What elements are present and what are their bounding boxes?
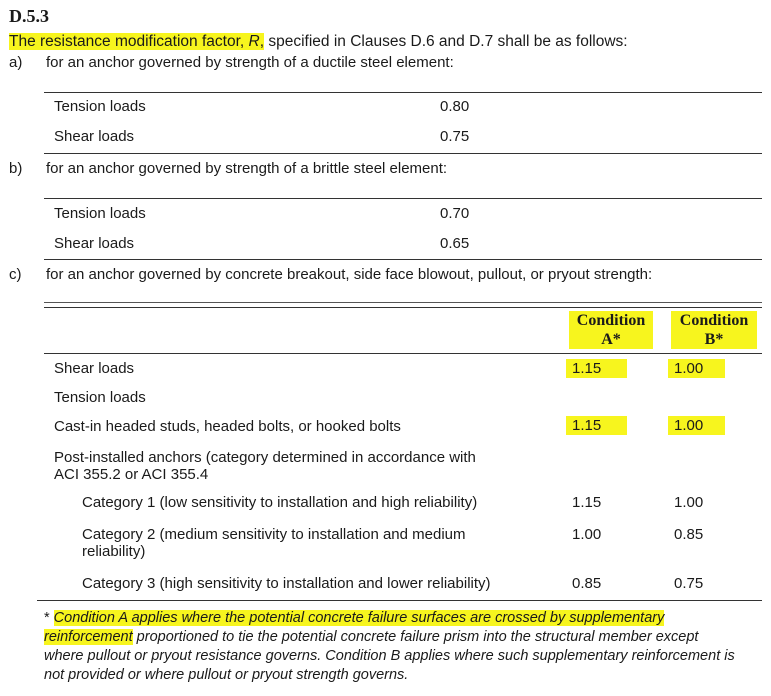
footnote-line-1: * Condition A applies where the potential concrete failure surfaces are crossed by supplementary [44,610,665,626]
table-a-row-shear-value: 0.75 [440,128,470,145]
row-category1-condition-b: 1.00 [674,494,704,511]
row-shear-condition-a: 1.15 [566,359,627,378]
table-b-row-tension-value: 0.70 [440,205,470,222]
row-category1-condition-a: 1.15 [572,494,602,511]
row-postinstalled-label: Post-installed anchors (category determined in accordance with ACI 355.2 or ACI 355.4 [54,449,476,483]
row-category3-condition-a: 0.85 [572,575,602,592]
row-category2-condition-a: 1.00 [572,526,602,543]
item-a-marker: a) [9,54,23,71]
item-c-text: for an anchor governed by concrete breakout, side face blowout, pullout, or pryout strength: [46,266,653,283]
r-symbol: R [248,33,260,50]
row-category1-label: Category 1 (low sensitivity to installation and high reliability) [82,494,478,511]
table-c-top-rule [44,302,762,303]
table-a-bottom-rule [44,153,762,154]
table-b-bottom-rule [44,259,762,260]
intro-rest: specified in Clauses D.6 and D.7 shall be as follows: [264,33,628,50]
table-c-top-rule-2 [44,307,762,308]
table-c-header-rule [44,353,762,354]
table-a-top-rule [44,92,762,93]
item-b-marker: b) [9,160,23,177]
item-a-text: for an anchor governed by strength of a ductile steel element: [46,54,454,71]
footnote-line-3: where pullout or pryout resistance governs. Condition B applies where such supplementary reinforcement is [44,648,735,664]
row-castin-condition-b: 1.00 [668,416,725,435]
footnote-line-4: not provided or where pullout or pryout strength governs. [44,667,409,683]
section-number: D.5.3 [9,6,49,26]
row-category3-label: Category 3 (high sensitivity to installation and lower reliability) [82,575,491,592]
footnote-line-2: reinforcement proportioned to tie the potential concrete failure prism into the structural member except [44,629,699,645]
table-b-row-tension-label: Tension loads [54,205,146,222]
intro-highlight: The resistance modification factor, R, [9,33,265,50]
item-c-marker: c) [9,266,22,283]
row-shear-label: Shear loads [54,360,135,377]
row-category3-condition-b: 0.75 [674,575,704,592]
row-shear-condition-b: 1.00 [668,359,725,378]
row-category2-condition-b: 0.85 [674,526,704,543]
table-a-row-tension-label: Tension loads [54,98,146,115]
footnote [44,609,735,685]
intro-paragraph [9,33,628,51]
row-tension-label: Tension loads [54,389,146,406]
column-header-condition-b: Condition B* [671,311,757,349]
row-category2-label: Category 2 (medium sensitivity to installation and medium reliability) [82,526,466,560]
table-b-row-shear-label: Shear loads [54,235,135,252]
row-castin-label: Cast-in headed studs, headed bolts, or hooked bolts [54,418,401,435]
row-castin-condition-a: 1.15 [566,416,627,435]
table-a-row-shear-label: Shear loads [54,128,135,145]
table-b-row-shear-value: 0.65 [440,235,470,252]
table-b-top-rule [44,198,762,199]
item-b-text: for an anchor governed by strength of a brittle steel element: [46,160,448,177]
table-c-bottom-rule [37,600,762,601]
column-header-condition-a: Condition A* [569,311,653,349]
table-a-row-tension-value: 0.80 [440,98,470,115]
